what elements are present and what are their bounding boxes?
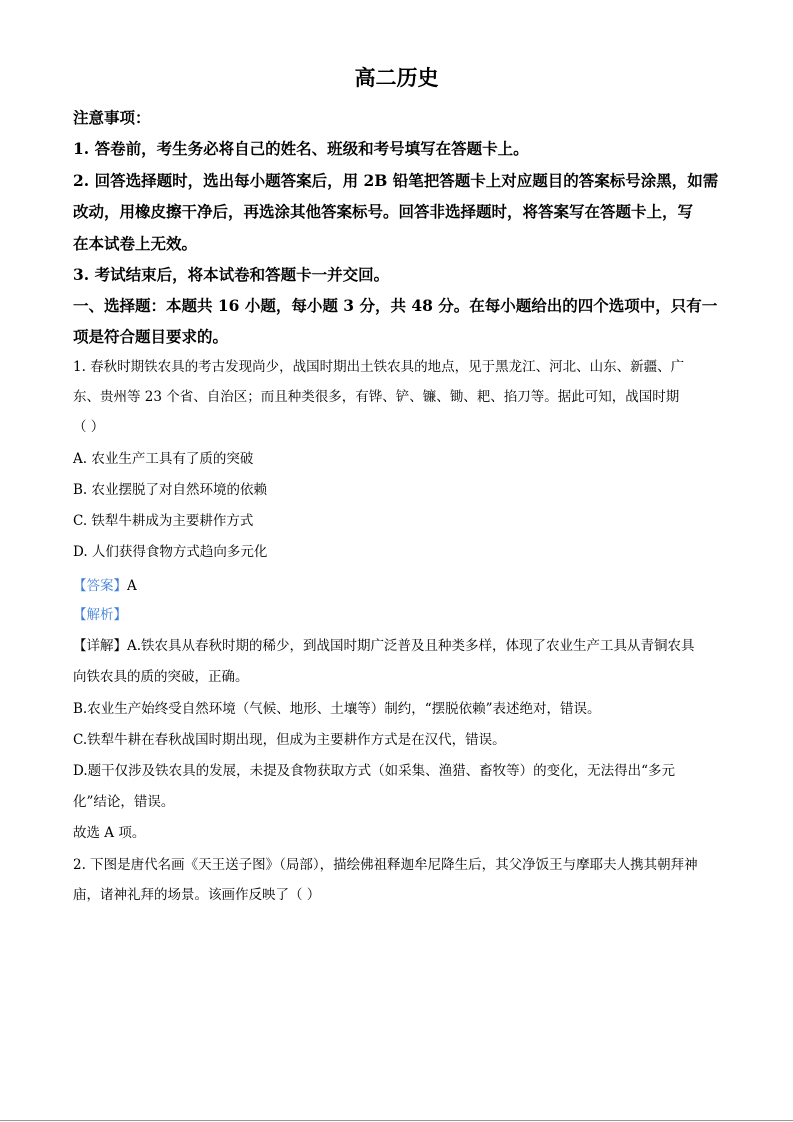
- q1-stem-line-2: 东、贵州等 23 个省、自治区；而且种类很多，有铧、铲、镰、锄、耙、掐刀等。据此可知，战国时期: [73, 389, 680, 405]
- q1-option-a: A. 农业生产工具有了质的突破: [73, 451, 254, 467]
- q1-detail-line-4: C.铁犁牛耕在春秋战国时期出现，但成为主要耕作方式是在汉代，错误。: [73, 732, 506, 748]
- q1-option-d: D. 人们获得食物方式趋向多元化: [73, 544, 268, 560]
- q1-stem-line-1: 1. 春秋时期铁农具的考古发现尚少，战国时期出土铁农具的地点，见于黑龙江、河北、山东、新疆、广: [73, 359, 685, 375]
- q1-stem-line-3: （ ）: [73, 419, 105, 435]
- page-bottom-rule: [0, 1120, 793, 1121]
- q1-analysis: [73, 606, 723, 625]
- analysis-tag: 【解析】: [73, 607, 127, 623]
- q1-detail-line-6: 化”结论，错误。: [73, 794, 175, 810]
- notice-heading: 注意事项：: [73, 108, 151, 127]
- answer-tag: 【答案】: [73, 578, 127, 594]
- q1-detail-line-7: 故选 A 项。: [73, 825, 146, 841]
- notice-line-3: 改动，用橡皮擦干净后，再选涂其他答案标号。回答非选择题时，将答案写在答题卡上，写: [73, 202, 694, 221]
- q1-option-b: B. 农业摆脱了对自然环境的依赖: [73, 482, 268, 498]
- q1-detail-line-3: B.农业生产始终受自然环境（气候、地形、土壤等）制约，“摆脱依赖”表述绝对，错误。: [73, 701, 601, 717]
- q1-detail-line-1: [73, 637, 723, 656]
- q1-detail-line-5: D.题干仅涉及铁农具的发展，未提及食物获取方式（如采集、渔猎、畜牧等）的变化，无法得出“多元: [73, 763, 676, 779]
- page-title: 高二历史: [354, 65, 439, 90]
- section-heading-line-2: 项是符合题目要求的。: [73, 327, 229, 346]
- q1-answer: [73, 577, 723, 596]
- notice-line-1: 1. 答卷前，考生务必将自己的姓名、班级和考号填写在答题卡上。: [73, 139, 529, 158]
- notice-line-5: 3. 考试结束后，将本试卷和答题卡一并交回。: [73, 265, 390, 284]
- detail-tag: 【详解】: [73, 638, 127, 654]
- notice-line-2: 2. 回答选择题时，选出每小题答案后，用 2B 铅笔把答题卡上对应题目的答案标号涂黑，如需: [73, 171, 719, 190]
- answer-value: A: [127, 578, 137, 594]
- section-heading-line-1: 一、选择题：本题共 16 小题，每小题 3 分，共 48 分。在每小题给出的四个选项中，只有一: [73, 296, 718, 315]
- detail-first: A.铁农具从春秋时期的稀少，到战国时期广泛普及且种类多样，体现了农业生产工具从青铜农具: [127, 638, 695, 654]
- q1-detail-line-2: 向铁农具的质的突破，正确。: [73, 669, 249, 685]
- q1-option-c: C. 铁犁牛耕成为主要耕作方式: [73, 513, 254, 529]
- q2-stem-line-2: 庙，诸神礼拜的场景。该画作反映了（ ）: [73, 887, 321, 903]
- q2-stem-line-1: 2. 下图是唐代名画《天王送子图》（局部），描绘佛祖释迦牟尼降生后，其父净饭王与摩耶夫人携其朝拜神: [73, 857, 698, 873]
- notice-line-4: 在本试卷上无效。: [73, 234, 198, 253]
